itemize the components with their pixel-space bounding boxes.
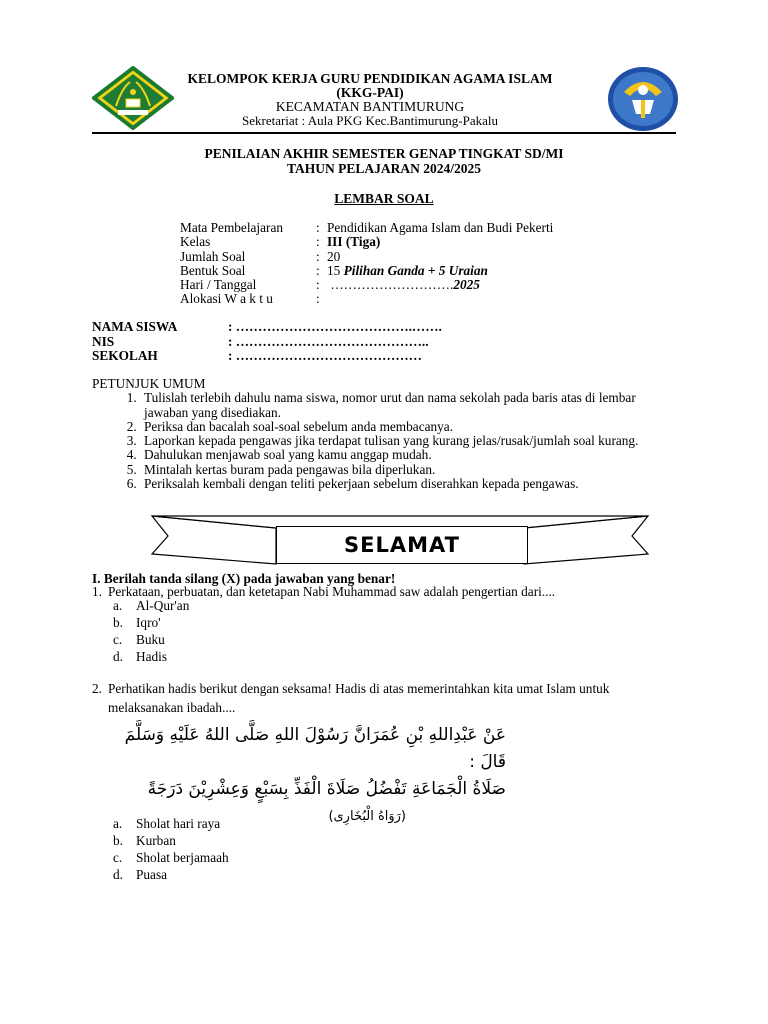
option-item: a. Sholat hari raya [113, 816, 221, 831]
student-identity [92, 320, 442, 364]
question-2-text: Perhatikan hadis berikut dengan seksama! Hadis di atas memerintahkan kita umat Islam untuk melaksanakan ibadah.... [108, 681, 610, 715]
selamat-banner-text: SELAMAT [276, 526, 528, 564]
subject-value: Pendidikan Agama Islam dan Budi Pekerti [327, 220, 554, 235]
info-row-time: Alokasi W a k t u : [180, 291, 320, 307]
info-row-date: Hari / Tanggal : ………………………. 2025 [180, 277, 480, 293]
info-row-class: Kelas : III (Tiga) [180, 234, 381, 250]
tut-wuri-handayani-logo [606, 66, 680, 132]
student-school-field: : …………………………………… [228, 348, 422, 363]
instruction-item: 4. Dahulukan menjawab soal yang kamu anggap mudah. [140, 448, 682, 462]
count-value: 20 [327, 248, 341, 264]
org-secretariat: Sekretariat : Aula PKG Kec.Bantimurung-Pakalu [242, 113, 498, 128]
instruction-item: 2. Periksa dan bacalah soal-soal sebelum anda membacanya. [140, 420, 682, 434]
organization-header [170, 72, 570, 128]
kemenag-logo [92, 66, 174, 130]
option-item: a. Al-Qur'an [113, 598, 190, 613]
option-item: b. Iqro' [113, 615, 161, 630]
exam-year: TAHUN PELAJARAN 2024/2025 [286, 161, 481, 176]
instruction-item: 1. Tulislah terlebih dahulu nama siswa, nomor urut dan nama sekolah pada baris atas di lembar jawaban yang disediakan. [140, 391, 682, 420]
student-nis-field: : …………………………………….. [228, 333, 429, 349]
instructions-heading: PETUNJUK UMUM [92, 376, 206, 391]
org-name: KELOMPOK KERJA GURU PENDIDIKAN AGAMA ISLAM [187, 71, 553, 86]
header-rule [92, 132, 676, 134]
instructions-list [92, 391, 682, 491]
option-item: d. Hadis [113, 649, 168, 664]
option-item: c. Buku [113, 632, 165, 647]
info-row-count: Jumlah Soal : 20 [180, 248, 341, 264]
student-name-field: : ………………………………….……. [228, 319, 442, 334]
question-1-text: Perkataan, perbuatan, dan ketetapan Nabi Muhammad saw adalah pengertian dari.... [108, 584, 556, 599]
hadith-line-1: عَنْ عَبْدِاللهِ بْنِ عُمَرَانَّ رَسُوْلَ اللهِ صَلَّى اللهُ عَلَيْهِ وَسَلَّمَ قَالَ : [124, 725, 506, 772]
instruction-item: 6. Periksalah kembali dengan teliti pekerjaan sebelum diserahkan kepada pengawas. [140, 477, 682, 491]
date-year: 2025 [453, 277, 480, 293]
org-district: KECAMATAN BANTIMURUNG [275, 99, 465, 114]
student-nis-row: NIS : …………………………………….. [92, 333, 429, 349]
student-school-row: SEKOLAH : …………………………………… [92, 348, 422, 363]
exam-title: PENILAIAN AKHIR SEMESTER GENAP TINGKAT SD/MI [204, 146, 564, 161]
question-1: 1. Perkataan, perbuatan, dan ketetapan Nabi Muhammad saw adalah pengertian dari.... [92, 584, 556, 599]
student-name-row: NAMA SISWA : ………………………………….……. [92, 319, 442, 334]
question-2-options [113, 815, 229, 883]
general-instructions [92, 377, 682, 491]
question-2: 2. Perhatikan hadis berikut dengan seksama! Hadis di atas memerintahkan kita umat Islam untuk melaksanakan ibadah.... [92, 679, 692, 717]
sheet-title: LEMBAR SOAL [334, 191, 434, 206]
instruction-item: 3. Laporkan kepada pengawas jika terdapat tulisan yang kurang jelas/rusak/jumlah soal kurang. [140, 434, 682, 448]
exam-info [180, 221, 553, 307]
info-row-subject: Mata Pembelajaran : Pendidikan Agama Islam dan Budi Pekerti [180, 220, 554, 235]
info-row-form: Bentuk Soal : 15 Pilihan Ganda + 5 Uraian [180, 262, 488, 278]
option-item: d. Puasa [113, 867, 168, 882]
hadith-reference: (رَوَاهُ الْبُخَارِى) [328, 809, 406, 824]
section-heading: I. Berilah tanda silang (X) pada jawaban yang benar! [92, 571, 396, 586]
option-item: b. Kurban [113, 833, 176, 848]
option-item: c. Sholat berjamaah [113, 850, 229, 865]
org-abbrev: (KKG-PAI) [336, 85, 404, 100]
hadith-line-2: صَلَاةُ الْجَمَاعَةِ تَفْضُلُ صَلَاةَ الْفَذِّ بِسَبْعٍ وَعِشْرِيْنَ دَرَجَةً [147, 779, 506, 799]
question-1-options [113, 597, 189, 665]
form-value: Pilihan Ganda + 5 Uraian [343, 262, 488, 278]
class-value: III (Tiga) [327, 234, 381, 250]
instruction-item: 5. Mintalah kertas buram pada pengawas bila diperlukan. [140, 463, 682, 477]
